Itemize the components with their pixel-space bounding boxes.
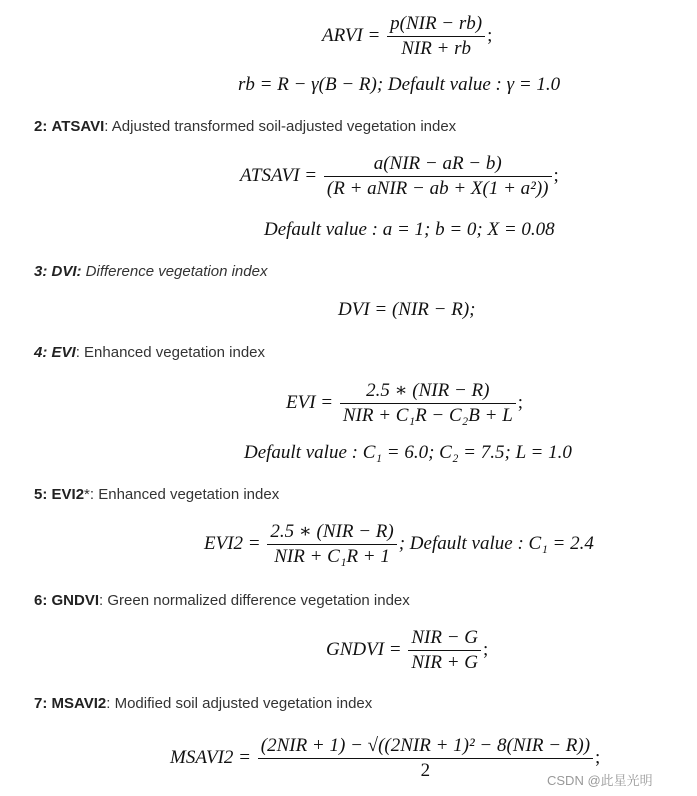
section-name: EVI <box>51 344 76 361</box>
section-description: : Adjusted transformed soil-adjusted vegetation index <box>104 118 457 135</box>
evi-tail: ; <box>517 391 524 413</box>
section-description: : Modified soil adjusted vegetation index <box>106 695 373 712</box>
msavi2-denominator: 2 <box>420 760 431 781</box>
msavi2-tail: ; <box>595 746 601 768</box>
arvi-rb-line: rb = R − γ(B − R); Default value : γ = 1.0 <box>238 74 561 95</box>
section-name: ATSAVI <box>51 118 105 135</box>
section-description: : Enhanced vegetation index <box>89 486 280 503</box>
section-description: : Enhanced vegetation index <box>75 344 266 361</box>
atsavi-numerator: a(NIR − aR − b) <box>324 152 552 177</box>
evi2-numerator: 2.5 ∗ (NIR − R) <box>267 520 396 545</box>
section-name: DVI: <box>51 263 82 280</box>
section-heading-evi2 <box>34 486 279 503</box>
section-number: 2: <box>34 118 48 135</box>
section-description: : Green normalized difference vegetation index <box>99 592 410 609</box>
section-number: 7: <box>34 695 48 712</box>
msavi2-formula <box>170 734 600 783</box>
section-number: 3: <box>34 263 48 280</box>
section-description: Difference vegetation index <box>81 263 268 280</box>
evi-defaults: Default value : C₁ = 6.0; C₂ = 7.5; L = 1.0 <box>244 442 572 463</box>
arvi-numerator: p(NIR − rb) <box>387 12 485 37</box>
gndvi-denominator: NIR + G <box>411 652 479 673</box>
msavi2-lhs: MSAVI2 = <box>170 746 251 768</box>
evi-formula <box>286 379 523 428</box>
msavi2-fraction <box>258 734 593 783</box>
gndvi-tail: ; <box>483 638 489 660</box>
evi-numerator: 2.5 ∗ (NIR − R) <box>340 379 516 404</box>
section-name: MSAVI2 <box>51 695 107 712</box>
arvi-fraction <box>387 12 485 61</box>
section-number: 6: <box>34 592 48 609</box>
atsavi-denominator: (R + aNIR − ab + X(1 + a²)) <box>326 178 549 199</box>
section-star: * <box>84 486 90 503</box>
section-heading-msavi2 <box>34 695 372 712</box>
atsavi-lhs: ATSAVI = <box>240 164 318 186</box>
msavi2-numerator: (2NIR + 1) − √((2NIR + 1)² − 8(NIR − R)) <box>258 734 593 759</box>
section-name: GNDVI <box>51 592 100 609</box>
section-heading-evi <box>34 344 265 361</box>
gndvi-lhs: GNDVI = <box>326 638 402 660</box>
arvi-lhs: ARVI = <box>322 24 381 46</box>
atsavi-tail: ; <box>553 164 559 186</box>
evi2-fraction <box>267 520 396 569</box>
evi-denominator: NIR + C₁R − C₂B + L <box>342 405 513 426</box>
arvi-formula <box>322 12 492 61</box>
atsavi-fraction <box>324 152 552 201</box>
atsavi-formula <box>240 152 559 201</box>
section-heading-dvi <box>34 263 267 280</box>
watermark: CSDN @此星光明 <box>547 773 653 788</box>
evi2-formula <box>204 520 594 569</box>
evi2-lhs: EVI2 = <box>204 532 261 554</box>
dvi-formula: DVI = (NIR − R); <box>338 299 476 320</box>
section-heading-gndvi <box>34 592 410 609</box>
section-number: 4: <box>34 344 48 361</box>
arvi-denominator: NIR + rb <box>401 38 472 59</box>
atsavi-defaults: Default value : a = 1; b = 0; X = 0.08 <box>264 219 555 240</box>
evi-lhs: EVI = <box>286 391 334 413</box>
section-name: EVI2 <box>51 486 85 503</box>
evi-fraction <box>340 379 516 428</box>
gndvi-numerator: NIR − G <box>408 626 481 651</box>
gndvi-formula <box>326 626 488 675</box>
arvi-tail: ; <box>487 24 493 46</box>
gndvi-fraction <box>408 626 481 675</box>
section-number: 5: <box>34 486 48 503</box>
section-heading-atsavi <box>34 118 456 135</box>
evi2-tail: ; Default value : C₁ = 2.4 <box>398 532 594 554</box>
evi2-denominator: NIR + C₁R + 1 <box>274 546 390 567</box>
